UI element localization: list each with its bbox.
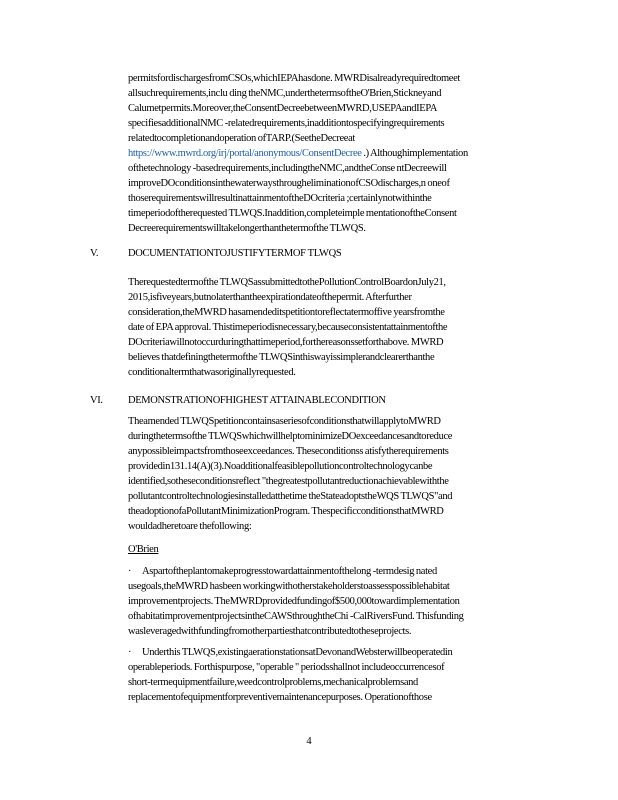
consent-decree-link[interactable]: https://www.mwrd.org/irj/portal/anonymous/ConsentDecree [128, 148, 362, 159]
text-line: ofhabitatimprovementprojectsintheCAWSthroughtheChi -CalRiversFund. Thisfunding [128, 611, 464, 622]
text-line: usegoals,theMWRD hasbeen workingwithotherstakeholderstoassesspossiblehabitat [128, 581, 450, 592]
text-line: improveDOconditionsinthewaterwaysthrougheliminationofCSOdischarges,n oneof [128, 178, 450, 189]
bullet-text: Underthis TLWQS,existingaerationstationsatDevonandWebsterwillbeoperatedin [142, 647, 453, 658]
text-line: DOcriteriawillnotoccurduringthattimeperiod,forthereasonssetforthabove. MWRD [128, 337, 444, 348]
obrien-bullet-two [128, 645, 548, 705]
consent-decree-link-line[interactable]: https://www.mwrd.org/irj/portal/anonymous/ConsentDecree .) Althoughimplementation [128, 148, 468, 159]
text-line: permitsfordischargesfromCSOs,whichIEPAhasdone. MWRDisalreadyrequiredtomeet [128, 73, 460, 84]
text-line: operableperiods. Forthispurpose, "operable " periodsshallnot includeoccurrencesof [128, 662, 445, 673]
text-line: identified,sotheseconditionsreflect "thegreatestpollutantreductionachievablewiththe [128, 476, 449, 487]
text-line: consideration,theMWRD hasamendeditspetitiontoreflectatermoffive yearsfromthe [128, 307, 445, 318]
text-line: allsuchrequirements,inclu ding theNMC,underthetermsoftheO'Brien,Stickneyand [128, 88, 442, 99]
obrien-bullet-one [128, 564, 548, 639]
text-line: replacementofequipmentforpreventivemaintenancepurposes. Operationofthose [128, 692, 432, 703]
text-line: date of EPA approval. Thistimeperiodisnecessary,becauseconsistentattainmentofthe [128, 322, 448, 333]
section-vi-paragraph [128, 414, 548, 534]
section-title: DEMONSTRATIONOFHIGHEST ATTAINABLECONDITION [128, 395, 386, 406]
text-line: Theamended TLWQSpetitioncontainsaseriesofconditionsthatwillapplytoMWRD [128, 416, 441, 427]
text-line: anypossibleimpactsfromthoseexceedances. Theseconditionss atisfytherequirements [128, 446, 449, 457]
text-line: conditionaltermthatwasoriginallyrequested. [128, 367, 296, 378]
text-line: improvementprojects. TheMWRDprovidedfundingof$500,000towardimplementation [128, 596, 460, 607]
section-number: V. [90, 248, 99, 259]
section-number: VI. [90, 395, 103, 406]
text-line: timeperiodoftherequested TLWQS.Inaddition,completeimple mentationoftheConsent [128, 208, 457, 219]
obrien-subheading: O'Brien [128, 544, 159, 555]
text-line: ofthetechnology -basedrequirements,includingtheNMC,andtheConse ntDecreewill [128, 163, 447, 174]
page-number: 4 [306, 736, 312, 747]
text-line: relatedtocompletionandoperation ofTARP.(SeetheDecreeat [128, 133, 355, 144]
section-v-heading [90, 246, 550, 261]
text-line: pollutantcontroltechnologiesinstalledatthetime theStateadoptstheWQS TLWQS"and [128, 491, 453, 502]
text-line [128, 645, 548, 660]
text-line: duringthetermsofthe TLWQSwhichwillhelptominimizeDOexceedancesandtoreduce [128, 431, 453, 442]
section-vi-heading [90, 393, 550, 408]
text-line [128, 564, 548, 579]
text-line: theadoptionofaPollutantMinimizationProgram. ThespecificconditionsthatMWRD [128, 506, 444, 517]
section-v-paragraph [128, 275, 548, 380]
text-line: believes thatdefiningthetermofthe TLWQSinthiswayissimplerandclearerthanthe [128, 352, 435, 363]
bullet-marker: · [128, 566, 132, 577]
text-line: Therequestedtermofthe TLWQSassubmittedtothePollutionControlBoardonJuly21, [128, 277, 446, 288]
text-line: short-termequipmentfailure,weedcontrolproblems,mechanicalproblemsand [128, 677, 418, 688]
text-line: providedin131.14(A)(3).Noadditionalfeasiblepollutioncontroltechnologycanbe [128, 461, 433, 472]
text-line: wasleveragedwithfundingfromotherpartiesthatcontributedtotheseprojects. [128, 626, 412, 637]
bullet-marker: · [128, 647, 132, 658]
text-line: Calumetpermits.Moreover,theConsentDecreebetweenMWRD,USEPAandIEPA [128, 103, 438, 114]
text-line: wouldadheretoare thefollowing: [128, 521, 252, 532]
section-title: DOCUMENTATIONTOJUSTIFYTERMOF TLWQS [128, 248, 342, 259]
text-line: Decreerequirementswilltakelongerthanthetermofthe TLWQS. [128, 223, 366, 234]
text-line: thoserequirementswillresultinattainmentoftheDOcriteria ;certainlynotwithinthe [128, 193, 432, 204]
text-line: 2015,isfiveyears,butnolaterthantheexpirationdateofthepermit. Afterfurther [128, 292, 412, 303]
intro-paragraph [128, 71, 548, 236]
text-line: specifiesadditionalNMC -relatedrequirements,inadditiontospecifyingrequirements [128, 118, 445, 129]
bullet-text: Aspartoftheplantomakeprogresstowardattainmentofthelong -termdesig nated [142, 566, 437, 577]
